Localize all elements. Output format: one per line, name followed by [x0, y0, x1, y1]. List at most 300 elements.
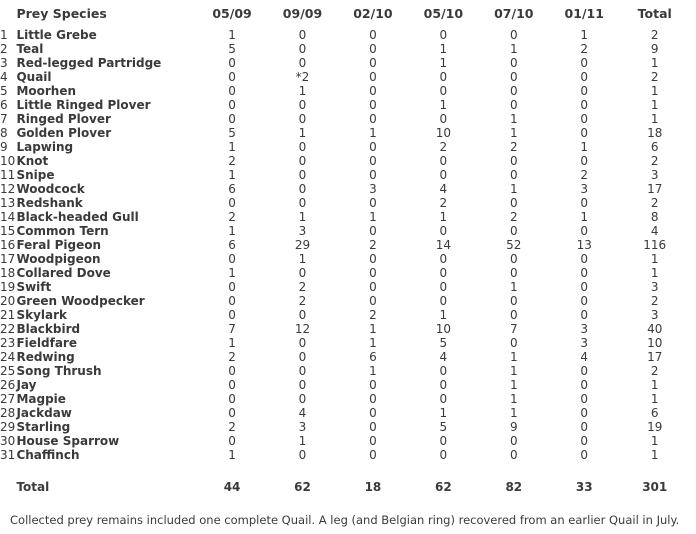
row-number: 29 — [0, 420, 16, 434]
month-count: 0 — [439, 224, 448, 238]
month-count: 6 — [228, 238, 236, 252]
table-row — [0, 56, 690, 70]
month-count: 1 — [509, 182, 518, 196]
month-count: 0 — [580, 252, 589, 266]
header-month: 05/10 — [423, 6, 464, 21]
row-number: 12 — [0, 182, 16, 196]
month-count: 2 — [228, 420, 236, 434]
month-count: 0 — [509, 56, 518, 70]
table-row — [0, 210, 690, 224]
row-number: 19 — [0, 280, 16, 294]
month-count: 0 — [580, 154, 589, 168]
prey-species-name: House Sparrow — [16, 434, 120, 448]
month-count: 0 — [369, 392, 377, 406]
row-number: 24 — [0, 350, 16, 364]
month-count: 1 — [369, 210, 377, 224]
month-count: 5 — [439, 336, 448, 350]
month-count: 0 — [580, 378, 589, 392]
month-count: 0 — [439, 378, 448, 392]
row-number: 10 — [0, 154, 16, 168]
totals-month-value: 44 — [223, 480, 241, 494]
prey-species-name: Jackdaw — [16, 406, 72, 420]
month-count: 0 — [369, 420, 377, 434]
row-number: 31 — [0, 448, 16, 462]
totals-month-value: 62 — [294, 480, 311, 494]
month-count: 0 — [369, 140, 377, 154]
prey-species-name: Swift — [16, 280, 52, 294]
header-month: 07/10 — [494, 6, 534, 21]
table-body — [0, 28, 690, 462]
month-count: 1 — [439, 406, 448, 420]
table-row — [0, 378, 690, 392]
month-count: 0 — [509, 70, 518, 84]
month-count: 0 — [439, 252, 448, 266]
month-count: 6 — [228, 182, 236, 196]
prey-species-name: Snipe — [16, 168, 55, 182]
month-count: 29 — [294, 238, 311, 252]
table-row — [0, 182, 690, 196]
row-number: 5 — [0, 84, 8, 98]
month-count: 0 — [298, 308, 307, 322]
month-count: 1 — [509, 112, 518, 126]
month-count: 0 — [580, 224, 589, 238]
month-count: 2 — [369, 308, 377, 322]
row-total: 2 — [650, 154, 659, 168]
table-row — [0, 224, 690, 238]
table-row — [0, 84, 690, 98]
table-row — [0, 392, 690, 406]
month-count: 0 — [228, 56, 236, 70]
month-count: 0 — [228, 112, 236, 126]
month-count: 0 — [228, 98, 236, 112]
prey-species-name: Red-legged Partridge — [16, 56, 162, 70]
table-row — [0, 434, 690, 448]
month-count: 0 — [509, 224, 518, 238]
month-count: 0 — [298, 56, 307, 70]
prey-species-name: Golden Plover — [16, 126, 112, 140]
month-count: 3 — [580, 336, 589, 350]
month-count: 0 — [369, 42, 377, 56]
totals-number-cell — [0, 475, 13, 499]
month-count: 7 — [228, 322, 236, 336]
prey-species-name: Quail — [16, 70, 52, 84]
prey-species-name: Blackbird — [16, 322, 81, 336]
row-total: 18 — [647, 126, 663, 140]
row-total: 1 — [650, 112, 659, 126]
month-count: 1 — [509, 350, 518, 364]
row-number: 3 — [0, 56, 8, 70]
row-number: 25 — [0, 364, 16, 378]
month-count: 0 — [369, 84, 377, 98]
month-count: 0 — [439, 28, 448, 42]
row-number: 15 — [0, 224, 16, 238]
month-count: 0 — [439, 434, 448, 448]
month-count: 1 — [298, 252, 307, 266]
row-total: 17 — [647, 350, 663, 364]
month-count: 2 — [369, 238, 377, 252]
prey-species-name: Chaffinch — [16, 448, 80, 462]
table-row — [0, 140, 690, 154]
month-count: 0 — [580, 392, 589, 406]
prey-species-name: Lapwing — [16, 140, 74, 154]
month-count: 0 — [228, 196, 236, 210]
month-count: 2 — [439, 140, 448, 154]
month-count: 1 — [509, 280, 518, 294]
prey-species-name: Black-headed Gull — [16, 210, 139, 224]
month-count: 0 — [509, 168, 518, 182]
month-count: 1 — [298, 84, 307, 98]
month-count: 0 — [509, 308, 518, 322]
row-total: 2 — [650, 294, 659, 308]
month-count: 1 — [439, 210, 448, 224]
row-number: 18 — [0, 266, 16, 280]
row-total: 6 — [650, 140, 659, 154]
month-count: 1 — [369, 322, 377, 336]
totals-month-value: 18 — [364, 480, 382, 494]
month-count: 0 — [298, 112, 307, 126]
row-number: 16 — [0, 238, 16, 252]
row-number: 8 — [0, 126, 8, 140]
footnote: Collected prey remains included one complete Quail. A leg (and Belgian ring) recovered from an earlier Quail in July. — [10, 513, 680, 527]
month-count: 13 — [576, 238, 592, 252]
row-total: 1 — [650, 434, 659, 448]
month-count: 0 — [298, 168, 307, 182]
table-row — [0, 112, 690, 126]
prey-species-name: Teal — [16, 42, 44, 56]
month-count: 0 — [228, 364, 236, 378]
row-total: 10 — [647, 336, 663, 350]
month-count: 0 — [580, 70, 589, 84]
month-count: 0 — [439, 112, 448, 126]
prey-species-name: Magpie — [16, 392, 66, 406]
month-count: 0 — [369, 70, 377, 84]
row-total: 1 — [650, 84, 659, 98]
row-number: 2 — [0, 42, 8, 56]
header-month: 01/11 — [564, 6, 604, 21]
month-count: 2 — [509, 210, 518, 224]
month-count: 0 — [298, 182, 307, 196]
month-count: 0 — [369, 252, 377, 266]
month-count: 3 — [298, 224, 307, 238]
month-count: 0 — [369, 448, 377, 462]
table-row — [0, 350, 690, 364]
row-total: 2 — [650, 28, 659, 42]
month-count: 0 — [580, 280, 589, 294]
row-number: 30 — [0, 434, 16, 448]
month-count: 0 — [439, 294, 448, 308]
row-number: 14 — [0, 210, 16, 224]
table-row — [0, 420, 690, 434]
month-count: 0 — [580, 294, 589, 308]
table-row — [0, 448, 690, 462]
month-count: 0 — [298, 448, 307, 462]
prey-species-name: Feral Pigeon — [16, 238, 102, 252]
month-count: 0 — [298, 336, 307, 350]
row-number: 20 — [0, 294, 16, 308]
month-count: 0 — [509, 98, 518, 112]
month-count: 3 — [580, 182, 589, 196]
month-count: 1 — [509, 364, 518, 378]
month-count: 0 — [228, 280, 236, 294]
totals-label: Total — [16, 480, 50, 494]
prey-species-name: Fieldfare — [16, 336, 77, 350]
month-count: 3 — [580, 322, 589, 336]
month-count: 0 — [580, 406, 589, 420]
month-count: 1 — [509, 378, 518, 392]
month-count: 1 — [228, 266, 236, 280]
month-count: 1 — [580, 28, 589, 42]
month-count: 0 — [439, 70, 448, 84]
month-count: 0 — [439, 84, 448, 98]
table-row — [0, 266, 690, 280]
row-total: 6 — [650, 406, 659, 420]
table-row — [0, 196, 690, 210]
row-total: 1 — [650, 378, 659, 392]
row-number: 17 — [0, 252, 16, 266]
table-row — [0, 70, 690, 84]
month-count: 52 — [506, 238, 522, 252]
row-number: 21 — [0, 308, 16, 322]
totals-month-value: 62 — [435, 480, 452, 494]
month-count: 5 — [228, 126, 236, 140]
month-count: 0 — [298, 392, 307, 406]
table-row — [0, 322, 690, 336]
month-count: 0 — [580, 126, 589, 140]
row-number: 6 — [0, 98, 8, 112]
month-count: 14 — [435, 238, 451, 252]
header-month: 02/10 — [353, 6, 393, 21]
month-count: 1 — [298, 126, 307, 140]
month-count: 12 — [294, 322, 311, 336]
row-total: 1 — [650, 392, 659, 406]
table-row — [0, 238, 690, 252]
prey-species-name: Collared Dove — [16, 266, 111, 280]
prey-species-name: Redshank — [16, 196, 83, 210]
table-row — [0, 406, 690, 420]
month-count: 0 — [580, 56, 589, 70]
month-count: 10 — [435, 126, 451, 140]
grand-total-value: 301 — [642, 480, 668, 494]
month-count: 0 — [228, 378, 236, 392]
totals-month-value: 33 — [575, 480, 593, 494]
row-number: 27 — [0, 392, 16, 406]
row-total: 40 — [647, 322, 663, 336]
month-count: 1 — [439, 98, 448, 112]
table-row — [0, 126, 690, 140]
month-count: 0 — [369, 112, 377, 126]
prey-species-name: Skylark — [16, 308, 68, 322]
row-total: 1 — [650, 266, 659, 280]
table-row — [0, 280, 690, 294]
month-count: 9 — [509, 420, 518, 434]
row-total: 19 — [647, 420, 663, 434]
month-count: 0 — [298, 42, 307, 56]
row-total: 2 — [650, 364, 659, 378]
table-row — [0, 98, 690, 112]
month-count: 1 — [228, 336, 236, 350]
table-row — [0, 294, 690, 308]
month-count: 0 — [369, 28, 377, 42]
table-row — [0, 42, 690, 56]
month-count: 0 — [439, 280, 448, 294]
month-count: 0 — [298, 350, 307, 364]
month-count: *2 — [295, 70, 310, 84]
month-count: 0 — [369, 434, 377, 448]
row-number: 22 — [0, 322, 16, 336]
month-count: 0 — [228, 392, 236, 406]
month-count: 0 — [439, 168, 448, 182]
row-total: 1 — [650, 98, 659, 112]
month-count: 0 — [228, 84, 236, 98]
row-total: 3 — [650, 168, 659, 182]
month-count: 0 — [369, 406, 377, 420]
month-count: 6 — [369, 350, 377, 364]
month-count: 4 — [439, 350, 448, 364]
month-count: 3 — [298, 420, 307, 434]
month-count: 1 — [439, 308, 448, 322]
month-count: 2 — [509, 140, 518, 154]
month-count: 4 — [580, 350, 589, 364]
month-count: 1 — [228, 448, 236, 462]
month-count: 0 — [580, 364, 589, 378]
prey-species-name: Woodcock — [16, 182, 85, 196]
month-count: 0 — [439, 448, 448, 462]
prey-species-name: Knot — [16, 154, 49, 168]
prey-species-name: Woodpigeon — [16, 252, 101, 266]
row-total: 8 — [650, 210, 659, 224]
month-count: 1 — [509, 42, 518, 56]
month-count: 0 — [228, 294, 236, 308]
row-number: 28 — [0, 406, 16, 420]
month-count: 3 — [369, 182, 377, 196]
month-count: 0 — [228, 406, 236, 420]
totals-row — [0, 475, 690, 499]
header-month: 05/09 — [212, 6, 252, 21]
month-count: 0 — [298, 196, 307, 210]
month-count: 10 — [435, 322, 451, 336]
month-count: 5 — [439, 420, 448, 434]
header-month: 09/09 — [282, 6, 323, 21]
row-total: 9 — [650, 42, 659, 56]
month-count: 2 — [580, 42, 589, 56]
month-count: 0 — [439, 364, 448, 378]
prey-species-name: Redwing — [16, 350, 75, 364]
prey-species-name: Starling — [16, 420, 71, 434]
table-row — [0, 168, 690, 182]
prey-species-name: Song Thrush — [16, 364, 102, 378]
month-count: 5 — [228, 42, 236, 56]
month-count: 2 — [439, 196, 448, 210]
month-count: 1 — [228, 168, 236, 182]
table-row — [0, 154, 690, 168]
month-count: 0 — [298, 364, 307, 378]
month-count: 0 — [228, 70, 236, 84]
month-count: 0 — [228, 434, 236, 448]
prey-species-name: Common Tern — [16, 224, 109, 238]
row-total: 2 — [650, 70, 659, 84]
month-count: 0 — [439, 392, 448, 406]
month-count: 1 — [228, 28, 236, 42]
prey-species-name: Little Ringed Plover — [16, 98, 151, 112]
row-number: 26 — [0, 378, 16, 392]
month-count: 0 — [580, 308, 589, 322]
month-count: 0 — [580, 112, 589, 126]
row-total: 17 — [647, 182, 663, 196]
month-count: 0 — [369, 168, 377, 182]
month-count: 0 — [298, 140, 307, 154]
table-row — [0, 364, 690, 378]
month-count: 2 — [228, 154, 236, 168]
month-count: 0 — [369, 280, 377, 294]
table-row — [0, 336, 690, 350]
month-count: 0 — [369, 266, 377, 280]
row-total: 1 — [650, 252, 659, 266]
month-count: 4 — [298, 406, 307, 420]
month-count: 2 — [228, 350, 236, 364]
month-count: 0 — [580, 420, 589, 434]
row-number: 4 — [0, 70, 8, 84]
header-prey-species: Prey Species — [16, 6, 107, 21]
month-count: 1 — [369, 364, 377, 378]
row-number: 9 — [0, 140, 8, 154]
row-number: 11 — [0, 168, 16, 182]
month-count: 0 — [369, 224, 377, 238]
table-spacer-row — [0, 462, 690, 475]
month-count: 1 — [509, 392, 518, 406]
month-count: 1 — [580, 140, 589, 154]
month-count: 0 — [509, 336, 518, 350]
month-count: 0 — [509, 84, 518, 98]
month-count: 0 — [509, 252, 518, 266]
month-count: 0 — [369, 56, 377, 70]
row-total: 4 — [650, 224, 659, 238]
month-count: 0 — [580, 434, 589, 448]
header-total: Total — [637, 6, 672, 21]
month-count: 0 — [509, 266, 518, 280]
month-count: 0 — [369, 196, 377, 210]
month-count: 2 — [298, 280, 307, 294]
table-header-row — [0, 0, 690, 28]
month-count: 0 — [580, 84, 589, 98]
month-count: 0 — [369, 378, 377, 392]
prey-species-name: Jay — [16, 378, 37, 392]
month-count: 0 — [580, 98, 589, 112]
month-count: 0 — [509, 434, 518, 448]
month-count: 0 — [509, 448, 518, 462]
month-count: 1 — [439, 42, 448, 56]
month-count: 0 — [509, 294, 518, 308]
month-count: 4 — [439, 182, 448, 196]
month-count: 0 — [439, 154, 448, 168]
prey-species-name: Ringed Plover — [16, 112, 111, 126]
month-count: 0 — [228, 252, 236, 266]
totals-month-value: 82 — [505, 480, 523, 494]
month-count: 0 — [580, 448, 589, 462]
month-count: 0 — [509, 196, 518, 210]
row-number: 23 — [0, 336, 16, 350]
header-number — [0, 0, 13, 28]
row-number: 13 — [0, 196, 16, 210]
month-count: 0 — [509, 28, 518, 42]
month-count: 7 — [509, 322, 518, 336]
month-count: 1 — [509, 406, 518, 420]
month-count: 0 — [369, 294, 377, 308]
month-count: 1 — [228, 140, 236, 154]
month-count: 0 — [298, 378, 307, 392]
month-count: 1 — [509, 126, 518, 140]
row-number: 1 — [0, 28, 8, 42]
month-count: 0 — [369, 98, 377, 112]
